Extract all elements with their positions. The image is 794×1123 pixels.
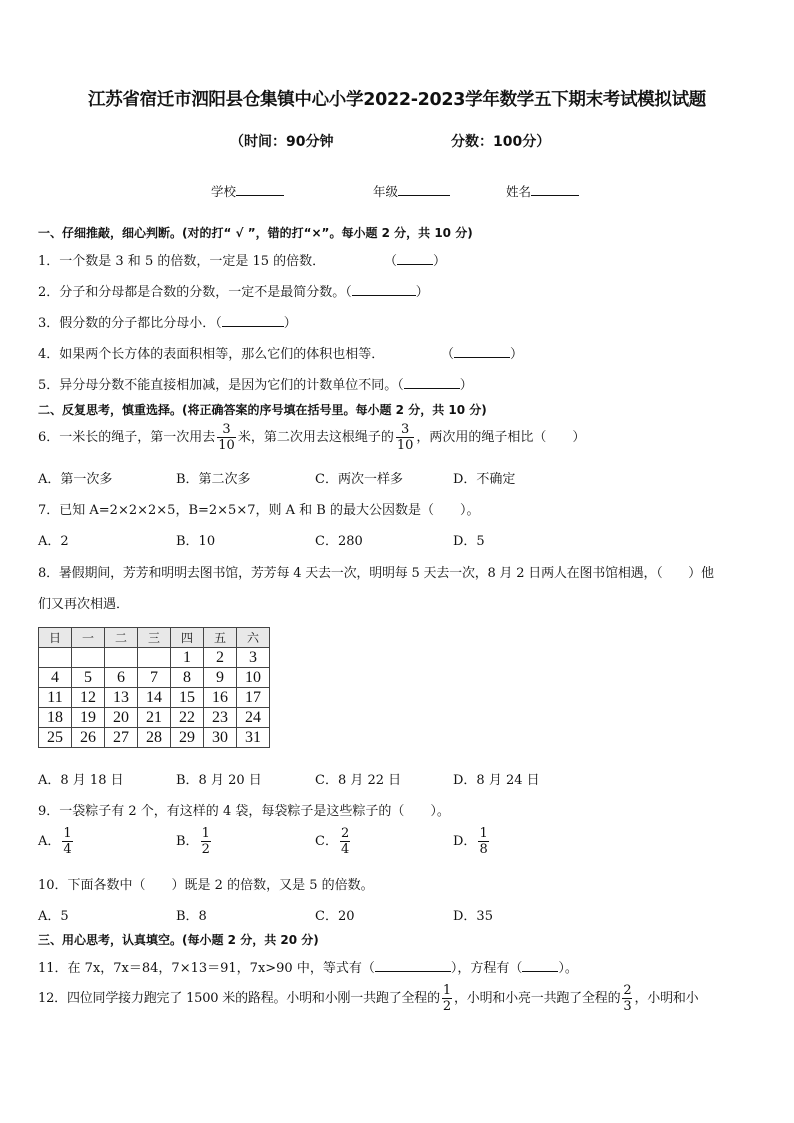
weekday-thu: 四: [171, 628, 204, 648]
calendar-day: [39, 648, 72, 668]
question-5-text: 5．异分母分数不能直接相加减，是因为它们的计数单位不同。（: [38, 378, 404, 393]
calendar-day: 1: [171, 648, 204, 668]
school-field: [211, 182, 284, 200]
calendar-day: 31: [237, 728, 270, 748]
calendar-day: [105, 648, 138, 668]
q7-option-c[interactable]: C．280: [315, 534, 363, 549]
denominator: 3: [623, 999, 632, 1014]
question-4-text: 4．如果两个长方体的表面积相等，那么它们的体积也相等．: [38, 347, 385, 362]
denominator: 10: [218, 438, 235, 453]
answer-blank[interactable]: [375, 959, 451, 972]
calendar-day: 27: [105, 728, 138, 748]
section2-heading: 二、反复思考，慎重选择。(将正确答案的序号填在括号里。每小题 2 分，共 10 分): [38, 403, 487, 417]
question-4: [38, 343, 384, 362]
paren-close: ）: [510, 347, 524, 362]
question-7: 7．已知 A=2×2×2×5，B=2×5×7，则 A 和 B 的最大公因数是（ ）。: [38, 503, 480, 518]
weekday-sat: 六: [237, 628, 270, 648]
question-1-text: 1．一个数是 3 和 5 的倍数，一定是 15 的倍数．: [38, 254, 326, 269]
numerator: 3: [222, 422, 231, 437]
option-label: A．: [38, 834, 61, 849]
calendar-day: 14: [138, 688, 171, 708]
question-3: [38, 312, 297, 331]
name-blank[interactable]: [531, 183, 579, 196]
numerator: 1: [442, 983, 451, 998]
calendar-day: 28: [138, 728, 171, 748]
question-3-text: 3．假分数的分子都比分母小．（: [38, 316, 222, 331]
question-6: [38, 422, 585, 453]
calendar-week: [39, 668, 270, 688]
q6-option-a[interactable]: A．第一次多: [38, 472, 113, 487]
numerator: 1: [201, 826, 210, 841]
calendar-day: 22: [171, 708, 204, 728]
fraction: [340, 826, 350, 857]
q7-option-a[interactable]: A．2: [38, 534, 69, 549]
question-1-answer[interactable]: [384, 250, 446, 269]
section3-heading: 三、用心思考，认真填空。(每小题 2 分，共 20 分): [38, 933, 319, 947]
q6-option-c[interactable]: C．两次一样多: [315, 472, 403, 487]
question-12: [38, 983, 698, 1014]
question-4-answer[interactable]: [441, 343, 523, 362]
question-1: [38, 250, 325, 269]
calendar-day: 19: [72, 708, 105, 728]
q7-option-b[interactable]: B．10: [176, 534, 216, 549]
question-5: [38, 374, 473, 393]
august-calendar: [38, 627, 270, 748]
fraction: [62, 826, 72, 857]
calendar-day: 23: [204, 708, 237, 728]
calendar-day: 4: [39, 668, 72, 688]
grade-label: 年级: [373, 184, 399, 199]
exam-time: （时间：90分钟: [230, 134, 334, 150]
calendar-header-row: [39, 628, 270, 648]
question-2: [38, 281, 429, 300]
answer-blank[interactable]: [454, 345, 510, 358]
fraction-1-2: [442, 983, 452, 1014]
name-field: [506, 182, 579, 200]
denominator: 8: [479, 842, 488, 857]
exam-score: 分数：100分）: [451, 134, 551, 150]
calendar-day: 11: [39, 688, 72, 708]
numerator: 1: [63, 826, 72, 841]
paren-close: ）: [283, 316, 297, 331]
calendar-day: 29: [171, 728, 204, 748]
calendar-day: 2: [204, 648, 237, 668]
question-12-text-1: 12．四位同学接力跑完了 1500 米的路程。小明和小刚一共跑了全程的: [38, 991, 440, 1006]
q8-option-d[interactable]: D．8 月 24 日: [453, 773, 540, 788]
calendar-day: 16: [204, 688, 237, 708]
grade-field: [373, 182, 450, 200]
q9-option-d[interactable]: [453, 826, 491, 857]
calendar-day: 13: [105, 688, 138, 708]
q10-option-a[interactable]: A．5: [38, 909, 69, 924]
answer-blank[interactable]: [222, 314, 284, 327]
calendar-day: 5: [72, 668, 105, 688]
q9-option-b[interactable]: [176, 826, 213, 857]
denominator: 2: [442, 999, 451, 1014]
school-blank[interactable]: [236, 183, 284, 196]
weekday-mon: 一: [72, 628, 105, 648]
answer-blank[interactable]: [404, 376, 460, 389]
calendar-week: [39, 708, 270, 728]
weekday-wed: 三: [138, 628, 171, 648]
paren-close: ）: [415, 285, 429, 300]
numerator: 2: [623, 983, 632, 998]
paren-close: ）: [433, 254, 447, 269]
question-11-text-3: ）。: [558, 961, 578, 976]
name-label: 姓名: [506, 184, 532, 199]
page-title: 江苏省宿迁市泗阳县仓集镇中心小学2022-2023学年数学五下期末考试模拟试题: [88, 90, 706, 110]
calendar-day: 26: [72, 728, 105, 748]
weekday-fri: 五: [204, 628, 237, 648]
option-label: D．: [453, 834, 477, 849]
calendar-day: 17: [237, 688, 270, 708]
paren-open: （: [384, 254, 398, 269]
answer-blank[interactable]: [522, 959, 558, 972]
q9-option-c[interactable]: [315, 826, 352, 857]
q10-option-c[interactable]: C．20: [315, 909, 355, 924]
calendar-day: 24: [237, 708, 270, 728]
denominator: 4: [63, 842, 72, 857]
weekday-tue: 二: [105, 628, 138, 648]
question-8-line-2: 们又再次相遇．: [38, 597, 130, 612]
numerator: 1: [479, 826, 488, 841]
calendar-week: [39, 688, 270, 708]
question-9: 9．一袋粽子有 2 个，有这样的 4 袋，每袋粽子是这些粽子的（ ）。: [38, 804, 450, 819]
calendar-day: [72, 648, 105, 668]
calendar-day: 9: [204, 668, 237, 688]
option-label: B．: [176, 834, 199, 849]
calendar-day: 10: [237, 668, 270, 688]
fraction-3-10: [396, 422, 415, 453]
grade-blank[interactable]: [398, 183, 450, 196]
q7-option-d[interactable]: D．5: [453, 534, 485, 549]
q6-option-d[interactable]: D．不确定: [453, 472, 516, 487]
q8-option-b[interactable]: B．8 月 20 日: [176, 773, 262, 788]
q10-option-d[interactable]: D．35: [453, 909, 493, 924]
calendar-day: 15: [171, 688, 204, 708]
numerator: 2: [340, 826, 350, 841]
fraction-3-10: [217, 422, 236, 453]
paren-close: ）: [459, 378, 473, 393]
answer-blank[interactable]: [352, 283, 416, 296]
fraction: [201, 826, 211, 857]
option-label: C．: [315, 834, 338, 849]
question-12-text-2: ，小明和小亮一共跑了全程的: [453, 991, 621, 1006]
question-10: 10．下面各数中（ ）既是 2 的倍数，又是 5 的倍数。: [38, 878, 374, 893]
denominator: 4: [340, 842, 350, 857]
q6-option-b[interactable]: B．第二次多: [176, 472, 251, 487]
q10-option-b[interactable]: B．8: [176, 909, 207, 924]
calendar-week: [39, 648, 270, 668]
calendar-day: 21: [138, 708, 171, 728]
q9-option-a[interactable]: [38, 826, 75, 857]
q8-option-a[interactable]: A．8 月 18 日: [38, 773, 124, 788]
calendar-day: 20: [105, 708, 138, 728]
calendar-day: 6: [105, 668, 138, 688]
question-6-text-3: ，两次用的绳子相比（ ）: [416, 430, 586, 445]
answer-blank[interactable]: [397, 252, 433, 265]
calendar-day: 25: [39, 728, 72, 748]
question-12-text-3: ，小明和小: [634, 991, 699, 1006]
q8-option-c[interactable]: C．8 月 22 日: [315, 773, 402, 788]
question-6-text-1: 6．一米长的绳子，第一次用去: [38, 430, 216, 445]
calendar-day: 12: [72, 688, 105, 708]
denominator: 2: [201, 842, 210, 857]
calendar-day: 30: [204, 728, 237, 748]
question-11: [38, 957, 578, 976]
school-label: 学校: [211, 184, 237, 199]
question-11-text-1: 11．在 7x，7x＝84，7×13＝91，7x>90 中，等式有（: [38, 961, 375, 976]
calendar-day: 3: [237, 648, 270, 668]
calendar-week: [39, 728, 270, 748]
section1-heading: 一、仔细推敲，细心判断。(对的打“ √ ”，错的打“×”。每小题 2 分，共 10 分): [38, 226, 473, 240]
denominator: 10: [396, 438, 414, 453]
question-11-text-2: ），方程有（: [450, 961, 523, 976]
calendar-day: 8: [171, 668, 204, 688]
fraction-2-3: [622, 983, 632, 1014]
fraction: [478, 826, 488, 857]
calendar-day: [138, 648, 171, 668]
calendar-day: 18: [39, 708, 72, 728]
weekday-sun: 日: [39, 628, 72, 648]
calendar-day: 7: [138, 668, 171, 688]
question-8-line-1: 8．暑假期间，芳芳和明明去图书馆，芳芳每 4 天去一次，明明每 5 天去一次，8 月 2 日两人在图书馆相遇，（ ）他: [38, 566, 714, 581]
numerator: 3: [400, 422, 410, 437]
question-2-text: 2．分子和分母都是合数的分数，一定不是最简分数。（: [38, 285, 352, 300]
paren-open: （: [441, 347, 455, 362]
question-6-text-2: 米，第二次用去这根绳子的: [237, 430, 394, 445]
